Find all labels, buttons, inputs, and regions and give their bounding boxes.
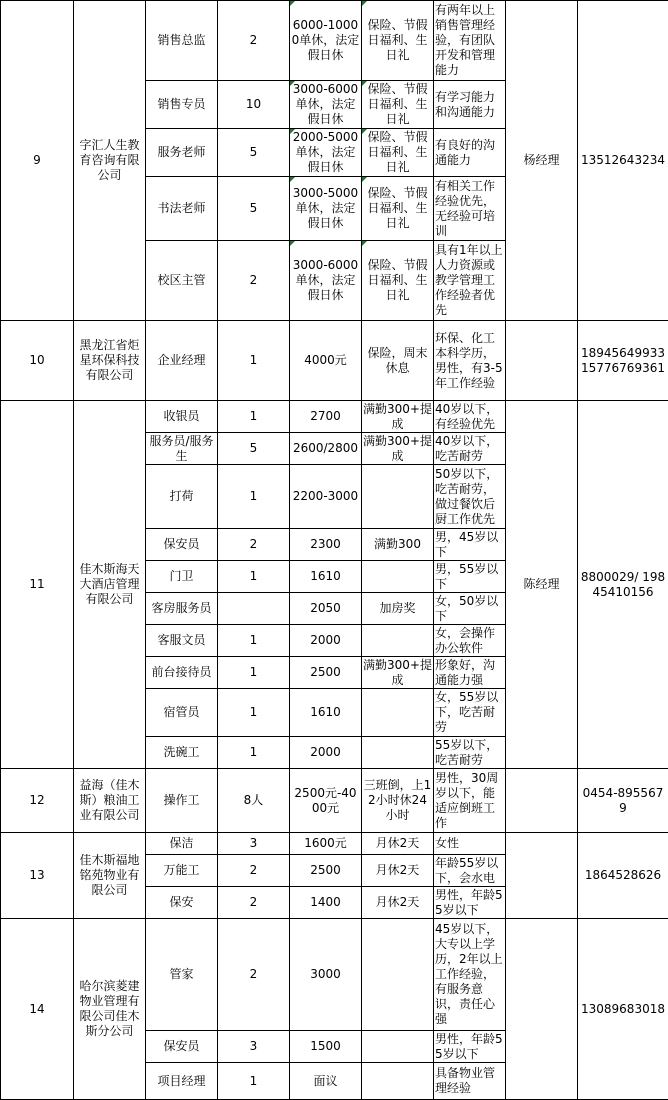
- job-title-cell: [146, 401, 218, 433]
- salary-cell-text: 1610: [310, 569, 341, 584]
- requirement-cell: [434, 401, 506, 433]
- requirement-cell: [434, 919, 506, 1031]
- job-title-cell: [146, 769, 218, 833]
- welfare-cell: [362, 625, 434, 657]
- job-title-cell: [146, 887, 218, 919]
- welfare-cell: [362, 855, 434, 887]
- salary-cell: [290, 919, 362, 1031]
- requirement-cell-text: 男性，年龄55岁以下: [435, 888, 504, 918]
- table-row: [1, 919, 668, 1031]
- headcount-cell: [218, 129, 290, 177]
- requirement-cell-text: 具有1年以上人力资源或教学管理工作经验者优先: [435, 243, 504, 318]
- job-title-cell: [146, 81, 218, 129]
- job-title-cell-text: 客服文员: [157, 633, 205, 648]
- welfare-cell: [362, 833, 434, 855]
- contact-person-cell-text: 杨经理: [523, 153, 559, 168]
- welfare-cell: [362, 433, 434, 465]
- welfare-cell: [362, 769, 434, 833]
- headcount-cell: [218, 689, 290, 737]
- salary-cell-text: 3000: [310, 967, 341, 982]
- requirement-cell-text: 男性，年龄55岁以下: [435, 1032, 504, 1062]
- welfare-cell-text: 满勤300+提成: [363, 658, 432, 688]
- job-title-cell-text: 保洁: [169, 836, 193, 851]
- headcount-cell: [218, 833, 290, 855]
- requirement-cell-text: 男，45岁以下: [435, 530, 504, 560]
- salary-cell-text: 2300: [310, 537, 341, 552]
- requirement-cell-text: 55岁以下，吃苦耐劳: [435, 738, 504, 768]
- salary-cell: [290, 177, 362, 241]
- salary-cell: [290, 129, 362, 177]
- salary-cell-text: 2700: [310, 409, 341, 424]
- welfare-cell-text: 保险、节假日福利、生日礼: [363, 258, 432, 303]
- salary-cell-text: 1400: [310, 895, 341, 910]
- headcount-cell: [218, 529, 290, 561]
- welfare-cell: [362, 401, 434, 433]
- requirement-cell-text: 40岁以下，吃苦耐劳: [435, 434, 504, 464]
- headcount-cell-text: 1: [250, 633, 258, 648]
- phone-cell: [578, 769, 668, 833]
- headcount-cell: [218, 855, 290, 887]
- job-title-cell: [146, 465, 218, 529]
- phone-cell-text: 18945649933 15776769361: [579, 346, 667, 376]
- welfare-cell-text: 保险、节假日福利、生日礼: [363, 18, 432, 63]
- job-title-cell-text: 服务老师: [157, 145, 205, 160]
- headcount-cell-text: 1: [250, 745, 258, 760]
- salary-cell: [290, 81, 362, 129]
- requirement-cell: [434, 769, 506, 833]
- salary-cell: [290, 401, 362, 433]
- job-title-cell-text: 项目经理: [157, 1074, 205, 1089]
- contact-person-cell: [506, 1, 578, 321]
- job-title-cell: [146, 855, 218, 887]
- requirement-cell: [434, 465, 506, 529]
- requirement-cell-text: 环保、化工本科学历，男性，有3-5年工作经验: [435, 331, 504, 391]
- row-number-cell-text: 10: [29, 353, 44, 368]
- requirement-cell-text: 男性，30周岁以下，能适应倒班工作: [435, 771, 504, 831]
- table-body: [1, 1, 668, 1100]
- welfare-cell-text: 满勤300+提成: [363, 402, 432, 432]
- headcount-cell-text: 2: [250, 273, 258, 288]
- headcount-cell-text: 3: [250, 836, 258, 851]
- phone-cell: [578, 919, 668, 1100]
- job-title-cell-text: 服务员/服务生: [147, 434, 216, 464]
- row-number-cell: [1, 1, 74, 321]
- requirement-cell-text: 具备物业管理经验: [435, 1066, 504, 1096]
- job-title-cell: [146, 241, 218, 321]
- salary-cell-text: 3000-6000单休，法定假日休: [291, 82, 360, 127]
- company-name-cell-text: 佳木斯海天大酒店管理有限公司: [75, 562, 144, 607]
- welfare-cell: [362, 1063, 434, 1100]
- company-name-cell-text: 字汇人生教育咨询有限公司: [75, 138, 144, 183]
- salary-cell: [290, 241, 362, 321]
- phone-cell: [578, 833, 668, 919]
- headcount-cell: [218, 465, 290, 529]
- requirement-cell: [434, 625, 506, 657]
- headcount-cell: [218, 657, 290, 689]
- headcount-cell-text: 2: [250, 33, 258, 48]
- salary-cell: [290, 769, 362, 833]
- requirement-cell-text: 女性: [435, 836, 459, 851]
- company-name-cell: [74, 401, 146, 769]
- company-name-cell-text: 哈尔滨菱建物业管理有限公司佳木斯分公司: [75, 979, 144, 1039]
- welfare-cell: [362, 737, 434, 769]
- headcount-cell-text: 1: [250, 705, 258, 720]
- company-name-cell-text: 黑龙江省炬星环保科技有限公司: [75, 338, 144, 383]
- job-title-cell: [146, 625, 218, 657]
- requirement-cell-text: 有学习能力和沟通能力: [435, 90, 504, 120]
- requirement-cell: [434, 241, 506, 321]
- headcount-cell: [218, 919, 290, 1031]
- headcount-cell: [218, 401, 290, 433]
- job-title-cell: [146, 919, 218, 1031]
- row-number-cell: [1, 401, 74, 769]
- row-number-cell-text: 12: [29, 793, 44, 808]
- headcount-cell-text: 1: [250, 409, 258, 424]
- salary-cell-text: 6000-10000单休，法定假日休: [291, 18, 360, 63]
- welfare-cell: [362, 657, 434, 689]
- job-title-cell: [146, 177, 218, 241]
- salary-cell-text: 2200-3000: [293, 489, 358, 504]
- requirement-cell-text: 年龄55岁以下，会水电: [435, 856, 504, 886]
- headcount-cell: [218, 241, 290, 321]
- salary-cell-text: 1600元: [304, 836, 347, 851]
- headcount-cell: [218, 737, 290, 769]
- salary-cell: [290, 1063, 362, 1100]
- headcount-cell-text: 8人: [244, 793, 264, 808]
- contact-person-cell: [506, 919, 578, 1100]
- headcount-cell-text: 2: [250, 537, 258, 552]
- headcount-cell-text: 1: [250, 665, 258, 680]
- row-number-cell-text: 14: [29, 1002, 44, 1017]
- requirement-cell-text: 45岁以下，大专以上学历，2年以上工作经验，有服务意识，责任心强: [435, 922, 504, 1027]
- requirement-cell-text: 50岁以下，吃苦耐劳，做过餐饮后厨工作优先: [435, 467, 504, 527]
- requirement-cell-text: 形象好，沟通能力强: [435, 658, 504, 688]
- welfare-cell-text: 三班倒，上12小时休24小时: [363, 778, 432, 823]
- salary-cell: [290, 465, 362, 529]
- salary-cell-text: 3000-6000单休，法定假日休: [291, 258, 360, 303]
- welfare-cell: [362, 887, 434, 919]
- job-title-cell-text: 客房服务员: [151, 601, 211, 616]
- headcount-cell-text: 1: [250, 1074, 258, 1089]
- phone-cell: [578, 401, 668, 769]
- headcount-cell: [218, 1063, 290, 1100]
- phone-cell-text: 13512643234: [581, 153, 665, 168]
- salary-cell: [290, 833, 362, 855]
- salary-cell: [290, 657, 362, 689]
- welfare-cell: [362, 919, 434, 1031]
- phone-cell-text: 0454-8955679: [579, 786, 667, 816]
- salary-cell: [290, 433, 362, 465]
- job-title-cell-text: 前台接待员: [151, 665, 211, 680]
- headcount-cell: [218, 887, 290, 919]
- requirement-cell: [434, 737, 506, 769]
- table-row: [1, 833, 668, 855]
- phone-cell: [578, 321, 668, 401]
- welfare-cell: [362, 465, 434, 529]
- requirement-cell: [434, 1063, 506, 1100]
- welfare-cell-text: 月休2天: [376, 895, 420, 910]
- job-title-cell-text: 收银员: [163, 409, 199, 424]
- welfare-cell: [362, 1031, 434, 1063]
- row-number-cell-text: 9: [33, 153, 41, 168]
- requirement-cell: [434, 529, 506, 561]
- salary-cell: [290, 737, 362, 769]
- company-name-cell: [74, 1, 146, 321]
- salary-cell-text: 3000-5000单休，法定假日休: [291, 186, 360, 231]
- requirement-cell: [434, 657, 506, 689]
- requirement-cell-text: 男，55岁以下: [435, 562, 504, 592]
- job-title-cell-text: 保安员: [163, 1039, 199, 1054]
- salary-cell-text: 2050: [310, 601, 341, 616]
- headcount-cell: [218, 1, 290, 81]
- job-title-cell: [146, 833, 218, 855]
- salary-cell-text: 2000: [310, 633, 341, 648]
- welfare-cell-text: 满勤300: [374, 537, 421, 552]
- salary-cell-text: 2600/2800: [293, 441, 358, 456]
- salary-cell-text: 1610: [310, 705, 341, 720]
- requirement-cell: [434, 177, 506, 241]
- contact-person-cell: [506, 401, 578, 769]
- welfare-cell: [362, 321, 434, 401]
- table-row: [1, 321, 668, 401]
- job-title-cell-text: 宿管员: [163, 705, 199, 720]
- salary-cell-text: 1500: [310, 1039, 341, 1054]
- requirement-cell: [434, 1031, 506, 1063]
- phone-cell-text: 13089683018: [581, 1002, 665, 1017]
- job-title-cell-text: 保安: [169, 895, 193, 910]
- headcount-cell-text: 10: [246, 97, 261, 112]
- salary-cell-text: 2500元-4000元: [291, 786, 360, 816]
- salary-cell-text: 2000-5000单休，法定假日休: [291, 130, 360, 175]
- table-row: [1, 769, 668, 833]
- salary-cell: [290, 689, 362, 737]
- salary-cell: [290, 855, 362, 887]
- contact-person-cell-text: 陈经理: [523, 577, 559, 592]
- requirement-cell-text: 女，50岁以下: [435, 594, 504, 624]
- company-name-cell-text: 益海（佳木斯）粮油工业有限公司: [75, 778, 144, 823]
- job-title-cell: [146, 737, 218, 769]
- headcount-cell-text: 5: [250, 201, 258, 216]
- job-title-cell-text: 操作工: [163, 793, 199, 808]
- job-title-cell: [146, 1063, 218, 1100]
- requirement-cell: [434, 887, 506, 919]
- headcount-cell-text: 5: [250, 145, 258, 160]
- job-title-cell-text: 企业经理: [157, 353, 205, 368]
- row-number-cell: [1, 769, 74, 833]
- job-title-cell: [146, 689, 218, 737]
- welfare-cell: [362, 177, 434, 241]
- headcount-cell: [218, 433, 290, 465]
- job-title-cell-text: 保安员: [163, 537, 199, 552]
- phone-cell-text: 8800029/ 19845410156: [579, 570, 667, 600]
- headcount-cell-text: 1: [250, 489, 258, 504]
- requirement-cell-text: 女，会操作办公软件: [435, 626, 504, 656]
- job-title-cell-text: 书法老师: [157, 201, 205, 216]
- headcount-cell: [218, 561, 290, 593]
- salary-cell: [290, 593, 362, 625]
- job-title-cell-text: 打荷: [169, 489, 193, 504]
- requirement-cell-text: 40岁以下，有经验优先: [435, 402, 504, 432]
- row-number-cell-text: 13: [29, 868, 44, 883]
- requirement-cell: [434, 593, 506, 625]
- requirement-cell-text: 有两年以上销售管理经验，有团队开发和管理能力: [435, 3, 504, 78]
- requirement-cell: [434, 833, 506, 855]
- salary-cell: [290, 887, 362, 919]
- requirement-cell-text: 女，55岁以下，吃苦耐劳: [435, 690, 504, 735]
- job-title-cell: [146, 433, 218, 465]
- job-title-cell: [146, 529, 218, 561]
- job-title-cell-text: 校区主管: [157, 273, 205, 288]
- headcount-cell: [218, 625, 290, 657]
- salary-cell-text: 4000元: [304, 353, 347, 368]
- contact-person-cell: [506, 769, 578, 833]
- headcount-cell-text: 2: [250, 863, 258, 878]
- company-name-cell: [74, 321, 146, 401]
- requirement-cell: [434, 129, 506, 177]
- row-number-cell: [1, 833, 74, 919]
- requirement-cell: [434, 1, 506, 81]
- welfare-cell-text: 满勤300+提成: [363, 434, 432, 464]
- company-name-cell: [74, 919, 146, 1100]
- welfare-cell-text: 加房奖: [379, 601, 415, 616]
- requirement-cell: [434, 433, 506, 465]
- row-number-cell: [1, 321, 74, 401]
- salary-cell: [290, 321, 362, 401]
- headcount-cell-text: 1: [250, 569, 258, 584]
- job-title-cell-text: 销售专员: [157, 97, 205, 112]
- salary-cell: [290, 1031, 362, 1063]
- headcount-cell: [218, 1031, 290, 1063]
- job-title-cell-text: 门卫: [169, 569, 193, 584]
- salary-cell-text: 2500: [310, 665, 341, 680]
- welfare-cell-text: 月休2天: [376, 836, 420, 851]
- welfare-cell: [362, 129, 434, 177]
- salary-cell-text: 2500: [310, 863, 341, 878]
- welfare-cell: [362, 241, 434, 321]
- salary-cell-text: 2000: [310, 745, 341, 760]
- headcount-cell-text: 2: [250, 967, 258, 982]
- company-name-cell: [74, 833, 146, 919]
- welfare-cell-text: 保险、节假日福利、生日礼: [363, 82, 432, 127]
- welfare-cell-text: 保险、节假日福利、生日礼: [363, 130, 432, 175]
- job-title-cell: [146, 321, 218, 401]
- salary-cell: [290, 625, 362, 657]
- requirement-cell: [434, 689, 506, 737]
- contact-person-cell: [506, 833, 578, 919]
- requirement-cell-text: 有良好的沟通能力: [435, 138, 504, 168]
- job-title-cell: [146, 561, 218, 593]
- headcount-cell: [218, 177, 290, 241]
- salary-cell: [290, 529, 362, 561]
- job-title-cell-text: 洗碗工: [163, 745, 199, 760]
- welfare-cell: [362, 81, 434, 129]
- welfare-cell: [362, 593, 434, 625]
- job-title-cell: [146, 593, 218, 625]
- table-row: [1, 1, 668, 81]
- table-row: [1, 401, 668, 433]
- headcount-cell-text: 3: [250, 1039, 258, 1054]
- job-title-cell: [146, 1, 218, 81]
- salary-cell: [290, 561, 362, 593]
- contact-person-cell: [506, 321, 578, 401]
- requirement-cell-text: 有相关工作经验优先，无经验可培训: [435, 179, 504, 239]
- headcount-cell: [218, 81, 290, 129]
- job-title-cell: [146, 129, 218, 177]
- welfare-cell-text: 保险，周末休息: [363, 346, 432, 376]
- requirement-cell: [434, 81, 506, 129]
- salary-cell: [290, 1, 362, 81]
- welfare-cell-text: 保险、节假日福利、生日礼: [363, 186, 432, 231]
- headcount-cell: [218, 593, 290, 625]
- welfare-cell: [362, 561, 434, 593]
- headcount-cell: [218, 321, 290, 401]
- job-title-cell: [146, 1031, 218, 1063]
- company-name-cell-text: 佳木斯福地铭苑物业有限公司: [75, 853, 144, 898]
- headcount-cell-text: 2: [250, 895, 258, 910]
- requirement-cell: [434, 561, 506, 593]
- job-title-cell-text: 管家: [169, 967, 193, 982]
- headcount-cell-text: 1: [250, 353, 258, 368]
- job-title-cell-text: 万能工: [163, 863, 199, 878]
- welfare-cell: [362, 1, 434, 81]
- requirement-cell: [434, 855, 506, 887]
- row-number-cell-text: 11: [29, 577, 44, 592]
- requirement-cell: [434, 321, 506, 401]
- company-name-cell: [74, 769, 146, 833]
- welfare-cell-text: 月休2天: [376, 863, 420, 878]
- welfare-cell: [362, 529, 434, 561]
- headcount-cell: [218, 769, 290, 833]
- job-title-cell: [146, 657, 218, 689]
- phone-cell-text: 18645286​26: [585, 868, 661, 883]
- salary-cell-text: 面议: [313, 1074, 337, 1089]
- job-title-cell-text: 销售总监: [157, 33, 205, 48]
- row-number-cell: [1, 919, 74, 1100]
- welfare-cell: [362, 689, 434, 737]
- phone-cell: [578, 1, 668, 321]
- headcount-cell-text: 5: [250, 441, 258, 456]
